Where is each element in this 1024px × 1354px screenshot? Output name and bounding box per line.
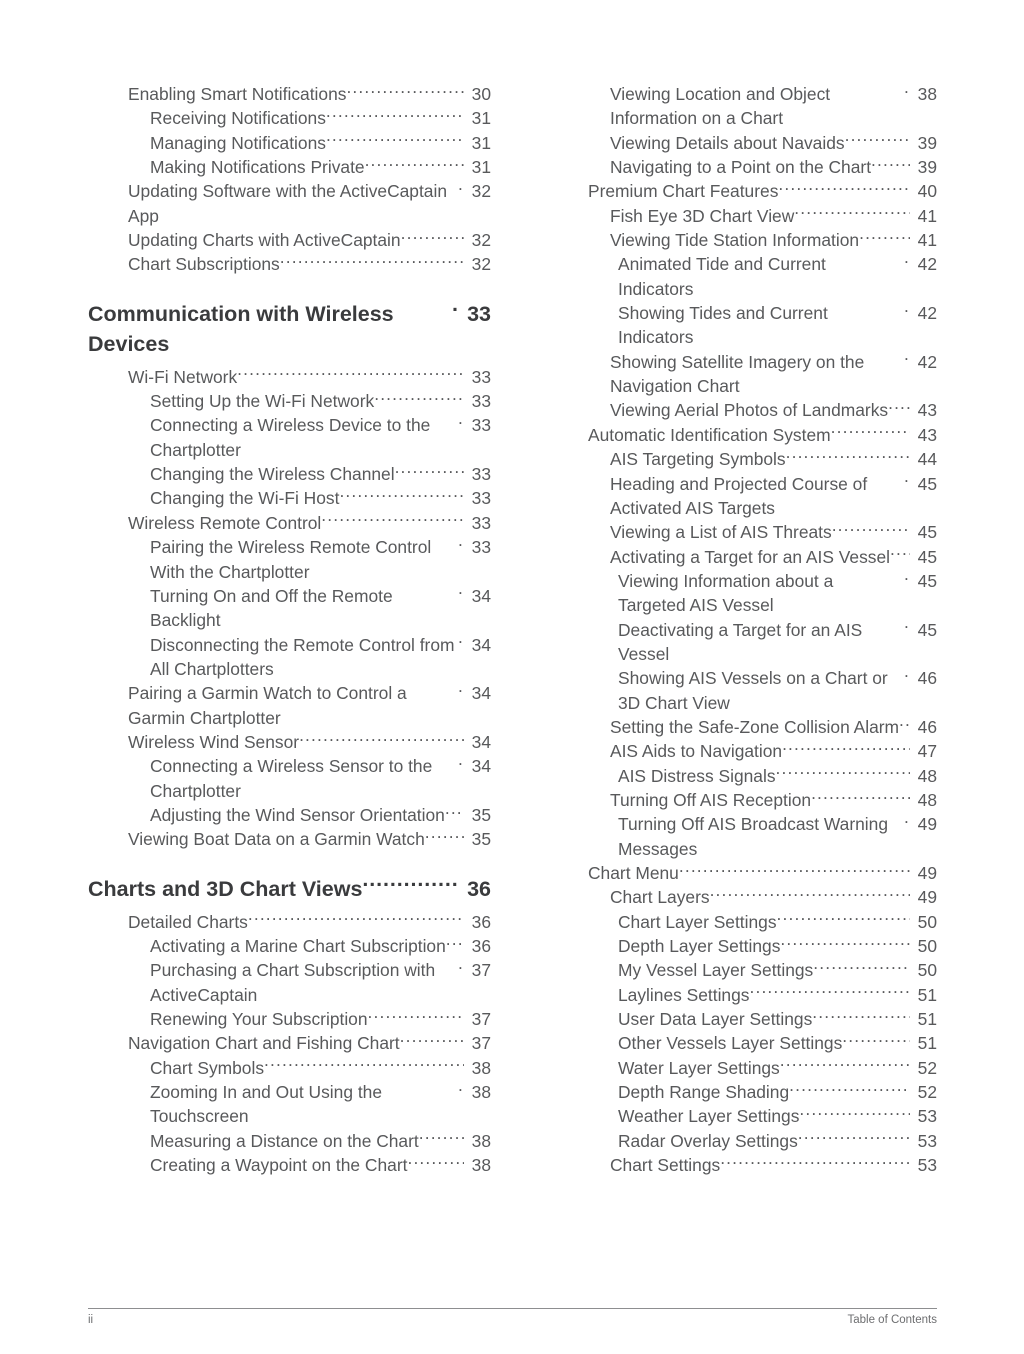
- toc-entry[interactable]: [534, 934, 937, 958]
- toc-entry[interactable]: [534, 520, 937, 544]
- toc-entry-title-automatic-identification-system: Automatic Identification System: [588, 424, 831, 445]
- dot-leader: [904, 667, 910, 684]
- toc-entry-page-number: 34: [471, 585, 491, 606]
- toc-entry-page-number: 38: [917, 84, 937, 104]
- toc-entry-title-chart-menu: Chart Menu: [588, 863, 679, 883]
- toc-entry-title-viewing-a-list-of-ais-threats: Viewing a List of AIS Threats: [610, 522, 832, 543]
- toc-entry[interactable]: [88, 584, 491, 633]
- toc-entry-page-number: 45: [917, 473, 937, 494]
- toc-entry-page-number: 39: [917, 132, 937, 153]
- dot-leader: [401, 229, 464, 246]
- toc-entry-title-fish-eye-3d-chart-view: Fish Eye 3D Chart View: [610, 205, 795, 226]
- toc-entry[interactable]: [534, 1007, 937, 1031]
- toc-entry-page-number: 38: [471, 1082, 491, 1103]
- toc-entry-title-managing-notifications: Managing Notifications: [150, 132, 326, 153]
- toc-entry-title-other-vessels-layer-settings: Other Vessels Layer Settings: [618, 1033, 843, 1054]
- dot-leader: [904, 83, 910, 100]
- toc-entry[interactable]: [88, 633, 491, 682]
- toc-entry-title-user-data-layer-settings: User Data Layer Settings: [618, 1009, 813, 1030]
- toc-entry-page-number: 53: [917, 1155, 937, 1176]
- dot-leader: [395, 463, 464, 480]
- toc-entry-page-number: 31: [471, 157, 491, 178]
- toc-entry-page-number: 46: [917, 716, 937, 737]
- toc-entry-title-ais-aids-to-navigation: AIS Aids to Navigation: [610, 741, 783, 762]
- toc-entry[interactable]: [88, 958, 491, 1007]
- toc-entry[interactable]: [534, 910, 937, 934]
- dot-leader: [782, 740, 910, 757]
- dot-leader: [321, 511, 464, 528]
- toc-entry[interactable]: [88, 1031, 491, 1055]
- dot-leader: [904, 569, 910, 586]
- dot-leader: [780, 935, 910, 952]
- toc-entry[interactable]: [88, 155, 491, 179]
- toc-entry-page-number: 42: [917, 303, 937, 324]
- toc-entry-title-detailed-charts: Detailed Charts: [128, 911, 248, 932]
- toc-entry[interactable]: [534, 812, 937, 861]
- toc-entry[interactable]: [534, 861, 937, 885]
- toc-entry[interactable]: [534, 82, 937, 131]
- toc-entry-page-number: 36: [471, 935, 491, 956]
- dot-leader: [799, 1105, 910, 1122]
- toc-entry-title-chart-subscriptions: Chart Subscriptions: [128, 254, 280, 275]
- toc-entry-page-number: 38: [471, 1155, 491, 1176]
- dot-leader: [374, 390, 464, 407]
- dot-leader: [904, 618, 910, 635]
- toc-entry-page-number: 48: [917, 789, 937, 810]
- dot-leader: [710, 886, 910, 903]
- dot-leader: [749, 983, 910, 1000]
- toc-entry[interactable]: [534, 958, 937, 982]
- toc-entry[interactable]: [534, 398, 937, 422]
- dot-leader: [362, 874, 458, 896]
- toc-entry-title-setting-up-the-wi-fi-network: Setting Up the Wi-Fi Network: [150, 391, 375, 412]
- toc-entry-title-updating-charts-with-activecaptain: Updating Charts with ActiveCaptain: [128, 230, 401, 251]
- toc-columns: [88, 82, 937, 1177]
- dot-leader: [458, 414, 464, 431]
- toc-entry-title-viewing-boat-data-on-a-garmin-watch: Viewing Boat Data on a Garmin Watch: [128, 829, 425, 850]
- toc-entry-page-number: 32: [471, 254, 491, 275]
- toc-entry[interactable]: [534, 983, 937, 1007]
- toc-entry-page-number: 34: [471, 683, 491, 704]
- toc-entry-title-viewing-details-about-navaids: Viewing Details about Navaids: [610, 132, 845, 153]
- toc-entry-page-number: 32: [471, 181, 491, 202]
- dot-leader: [832, 521, 910, 538]
- toc-entry-title-depth-layer-settings: Depth Layer Settings: [618, 936, 781, 957]
- toc-entry[interactable]: [88, 511, 491, 535]
- toc-entry-title-pairing-a-garmin-watch-to-control-a-garmin-chart: Pairing a Garmin Watch to Control a Garmin Chartplotter: [128, 683, 407, 728]
- toc-entry[interactable]: [88, 252, 491, 276]
- toc-entry-page-number: 53: [917, 1130, 937, 1151]
- toc-entry[interactable]: [88, 754, 491, 803]
- toc-entry-title-disconnecting-the-remote-control-from-all-chartp: Disconnecting the Remote Control from All Chartplotters: [150, 634, 455, 679]
- page-number: ii: [88, 1314, 94, 1326]
- dot-leader: [776, 764, 910, 781]
- toc-entry-page-number: 37: [471, 1009, 491, 1029]
- toc-entry-title-activating-a-target-for-an-ais-vessel: Activating a Target for an AIS Vessel: [610, 546, 891, 567]
- dot-leader: [458, 536, 464, 553]
- toc-entry[interactable]: [534, 666, 937, 715]
- toc-entry-title-my-vessel-layer-settings: My Vessel Layer Settings: [618, 960, 814, 981]
- dot-leader: [446, 935, 464, 952]
- dot-leader: [845, 131, 910, 148]
- dot-leader: [890, 545, 910, 562]
- toc-entry[interactable]: [88, 462, 491, 486]
- dot-leader: [419, 1129, 464, 1146]
- toc-entry-page-number: 42: [917, 254, 937, 275]
- toc-entry-page-number: 33: [471, 537, 491, 558]
- footer-divider: [88, 1308, 937, 1309]
- toc-entry-title-turning-off-ais-broadcast-warning-messages: Turning Off AIS Broadcast Warning Messages: [618, 814, 889, 859]
- dot-leader: [326, 107, 464, 124]
- dot-leader: [786, 448, 910, 465]
- toc-entry[interactable]: [534, 179, 937, 203]
- toc-entry-title-making-notifications-private: Making Notifications Private: [150, 157, 365, 178]
- toc-entry[interactable]: [534, 618, 937, 667]
- toc-entry-page-number: 34: [471, 756, 491, 777]
- toc-entry[interactable]: [534, 788, 937, 812]
- toc-entry[interactable]: [88, 803, 491, 827]
- footer-row: [88, 1314, 937, 1326]
- toc-entry[interactable]: [88, 389, 491, 413]
- toc-entry-page-number: 45: [917, 619, 937, 640]
- toc-entry-title-renewing-your-subscription: Renewing Your Subscription: [150, 1009, 368, 1029]
- toc-entry-page-number: 49: [917, 863, 937, 883]
- toc-entry-page-number: 38: [471, 1130, 491, 1151]
- toc-entry-title-navigation-chart-and-fishing-chart: Navigation Chart and Fishing Chart: [128, 1033, 400, 1054]
- dot-leader: [778, 180, 910, 197]
- toc-entry[interactable]: [534, 228, 937, 252]
- dot-leader: [458, 584, 464, 601]
- toc-entry-page-number: 43: [917, 400, 937, 421]
- dot-leader: [237, 365, 464, 382]
- toc-entry-title-wireless-wind-sensor: Wireless Wind Sensor: [128, 731, 300, 752]
- dot-leader: [813, 959, 910, 976]
- toc-entry[interactable]: [534, 764, 937, 788]
- toc-column-left: [88, 82, 491, 1177]
- toc-entry-title-changing-the-wireless-channel: Changing the Wireless Channel: [150, 464, 395, 485]
- toc-entry-page-number: 33: [467, 301, 491, 326]
- dot-leader: [452, 299, 458, 321]
- toc-entry[interactable]: [88, 1056, 491, 1080]
- toc-entry-title-purchasing-a-chart-subscription-with-activecapta: Purchasing a Chart Subscription with ActiveCaptain: [150, 960, 436, 1005]
- toc-section-heading[interactable]: [88, 874, 491, 904]
- toc-entry-title-turning-off-ais-reception: Turning Off AIS Reception: [610, 789, 812, 810]
- dot-leader: [458, 180, 464, 197]
- dot-leader: [811, 789, 910, 806]
- dot-leader: [679, 862, 910, 879]
- toc-entry[interactable]: [534, 252, 937, 301]
- toc-entry-page-number: 33: [471, 415, 491, 436]
- toc-entry-title-laylines-settings: Laylines Settings: [618, 984, 750, 1005]
- heading-spacer: [88, 277, 491, 299]
- toc-entry-title-chart-symbols: Chart Symbols: [150, 1057, 265, 1078]
- heading-spacer: [88, 852, 491, 874]
- toc-entry[interactable]: [534, 545, 937, 569]
- toc-entry[interactable]: [88, 1153, 491, 1177]
- toc-entry-title-showing-satellite-imagery-on-the-navigation-char: Showing Satellite Imagery on the Navigation Chart: [610, 351, 865, 397]
- toc-entry-page-number: 49: [917, 814, 937, 835]
- dot-leader: [445, 804, 464, 821]
- toc-entry-page-number: 48: [917, 765, 937, 786]
- toc-entry-page-number: 45: [917, 570, 937, 591]
- toc-entry[interactable]: [88, 535, 491, 584]
- toc-entry[interactable]: [534, 204, 937, 228]
- toc-entry-page-number: 42: [917, 351, 937, 372]
- dot-leader: [264, 1056, 464, 1073]
- dot-leader: [794, 204, 910, 221]
- toc-entry[interactable]: [88, 681, 491, 730]
- page-footer: [88, 1308, 937, 1326]
- toc-entry-title-heading-and-projected-course-of-activated-ais-ta: Heading and Projected Course of Activated AIS Targets: [610, 473, 868, 518]
- toc-entry[interactable]: [88, 365, 491, 389]
- toc-entry[interactable]: [534, 301, 937, 350]
- toc-entry-title-viewing-location-and-object-information-on-a-cha: Viewing Location and Object Information on a Chart: [610, 84, 831, 129]
- toc-entry[interactable]: [88, 82, 491, 106]
- toc-entry-page-number: 39: [917, 157, 937, 178]
- dot-leader: [299, 731, 464, 748]
- toc-entry-page-number: 37: [471, 960, 491, 981]
- toc-entry-title-animated-tide-and-current-indicators: Animated Tide and Current Indicators: [618, 254, 826, 299]
- toc-entry[interactable]: [534, 1080, 937, 1104]
- dot-leader: [904, 350, 910, 367]
- toc-section-heading[interactable]: [88, 299, 491, 359]
- toc-entry-page-number: 51: [917, 984, 937, 1005]
- toc-entry-page-number: 51: [917, 1009, 937, 1030]
- toc-entry-title-viewing-information-about-a-targeted-ais-vessel: Viewing Information about a Targeted AIS Vessel: [618, 570, 834, 616]
- toc-entry[interactable]: [534, 1153, 937, 1177]
- dot-leader: [780, 1056, 910, 1073]
- footer-section-title: Table of Contents: [847, 1314, 937, 1326]
- dot-leader: [346, 83, 464, 100]
- toc-entry[interactable]: [88, 413, 491, 462]
- dot-leader: [812, 1008, 910, 1025]
- toc-entry-title-connecting-a-wireless-device-to-the-chartplotter: Connecting a Wireless Device to the Chartplotter: [150, 415, 431, 460]
- toc-entry-page-number: 50: [917, 936, 937, 957]
- toc-entry-page-number: 46: [917, 668, 937, 689]
- toc-entry-title-water-layer-settings: Water Layer Settings: [618, 1057, 780, 1078]
- toc-entry-page-number: 41: [917, 205, 937, 226]
- toc-column-right: [534, 82, 937, 1177]
- toc-entry-page-number: 36: [471, 911, 491, 932]
- toc-entry-title-weather-layer-settings: Weather Layer Settings: [618, 1106, 800, 1127]
- toc-entry-page-number: 51: [917, 1033, 937, 1054]
- toc-entry-title-chart-layers: Chart Layers: [610, 887, 710, 908]
- toc-entry-page-number: 30: [471, 84, 491, 104]
- toc-entry[interactable]: [88, 486, 491, 510]
- toc-entry[interactable]: [534, 472, 937, 521]
- dot-leader: [871, 156, 910, 173]
- toc-entry-title-adjusting-the-wind-sensor-orientation: Adjusting the Wind Sensor Orientation: [150, 804, 445, 825]
- toc-entry-title-viewing-aerial-photos-of-landmarks: Viewing Aerial Photos of Landmarks: [610, 400, 889, 421]
- toc-entry[interactable]: [534, 569, 937, 618]
- toc-entry[interactable]: [88, 131, 491, 155]
- dot-leader: [458, 633, 464, 650]
- toc-entry-page-number: 34: [471, 731, 491, 752]
- toc-entry-title-premium-chart-features: Premium Chart Features: [588, 181, 779, 202]
- toc-entry-page-number: 31: [471, 132, 491, 153]
- toc-entry-title-showing-ais-vessels-on-a-chart-or-3d-chart-view: Showing AIS Vessels on a Chart or 3D Chart View: [618, 668, 888, 713]
- toc-entry-title-depth-range-shading: Depth Range Shading: [618, 1082, 790, 1103]
- toc-entry[interactable]: [534, 739, 937, 763]
- dot-leader: [859, 229, 910, 246]
- dot-leader: [888, 399, 910, 416]
- toc-entry-page-number: 45: [917, 546, 937, 567]
- toc-entry-page-number: 45: [917, 522, 937, 543]
- toc-entry-title-enabling-smart-notifications: Enabling Smart Notifications: [128, 84, 347, 104]
- toc-entry-title-deactivating-a-target-for-an-ais-vessel: Deactivating a Target for an AIS Vessel: [618, 619, 863, 664]
- dot-leader: [831, 423, 910, 440]
- dot-leader: [425, 828, 464, 845]
- dot-leader: [400, 1032, 464, 1049]
- toc-entry[interactable]: [534, 423, 937, 447]
- toc-entry-title-chart-settings: Chart Settings: [610, 1155, 721, 1176]
- dot-leader: [904, 813, 910, 830]
- dot-leader: [904, 302, 910, 319]
- dot-leader: [339, 487, 464, 504]
- toc-entry-page-number: 32: [471, 230, 491, 251]
- toc-entry-page-number: 35: [471, 804, 491, 825]
- toc-entry[interactable]: [534, 1031, 937, 1055]
- dot-leader: [407, 1154, 464, 1171]
- dot-leader: [280, 253, 464, 270]
- toc-entry-title-connecting-a-wireless-sensor-to-the-chartplotter: Connecting a Wireless Sensor to the Chartplotter: [150, 756, 433, 801]
- toc-entry[interactable]: [88, 228, 491, 252]
- toc-entry-title-viewing-tide-station-information: Viewing Tide Station Information: [610, 230, 860, 251]
- toc-entry[interactable]: [534, 447, 937, 471]
- toc-entry[interactable]: [534, 131, 937, 155]
- toc-entry-page-number: 52: [917, 1057, 937, 1078]
- toc-entry-title-setting-the-safe-zone-collision-alarm: Setting the Safe-Zone Collision Alarm: [610, 716, 900, 737]
- toc-entry-page-number: 33: [471, 464, 491, 485]
- toc-entry-title-navigating-to-a-point-on-the-chart: Navigating to a Point on the Chart: [610, 157, 872, 178]
- toc-entry[interactable]: [534, 885, 937, 909]
- toc-entry-page-number: 43: [917, 424, 937, 445]
- toc-entry-title-pairing-the-wireless-remote-control-with-the-cha: Pairing the Wireless Remote Control With the Chartplotter: [150, 537, 432, 582]
- toc-entry[interactable]: [534, 1129, 937, 1153]
- toc-entry[interactable]: [88, 934, 491, 958]
- toc-entry-page-number: 47: [917, 741, 937, 762]
- dot-leader: [326, 131, 464, 148]
- dot-leader: [458, 755, 464, 772]
- toc-entry[interactable]: [88, 827, 491, 851]
- toc-entry-page-number: 34: [471, 634, 491, 655]
- dot-leader: [899, 716, 910, 733]
- toc-entry-title-zooming-in-and-out-using-the-touchscreen: Zooming In and Out Using the Touchscreen: [150, 1082, 383, 1127]
- toc-entry-page-number: 49: [917, 887, 937, 908]
- dot-leader: [777, 910, 910, 927]
- toc-entry-title-charts-and-3d-chart-views: Charts and 3D Chart Views: [88, 876, 363, 901]
- toc-entry-page-number: 33: [471, 366, 491, 387]
- toc-entry-title-wireless-remote-control: Wireless Remote Control: [128, 512, 322, 533]
- toc-entry-title-changing-the-wi-fi-host: Changing the Wi-Fi Host: [150, 488, 340, 509]
- dot-leader: [720, 1154, 910, 1171]
- toc-entry[interactable]: [88, 106, 491, 130]
- toc-entry[interactable]: [534, 1104, 937, 1128]
- dot-leader: [904, 472, 910, 489]
- toc-entry-page-number: 44: [917, 449, 937, 470]
- toc-entry-title-ais-distress-signals: AIS Distress Signals: [618, 765, 776, 786]
- toc-entry-page-number: 35: [471, 829, 491, 850]
- toc-entry-page-number: 52: [917, 1082, 937, 1103]
- toc-entry[interactable]: [88, 1080, 491, 1129]
- toc-entry[interactable]: [534, 1056, 937, 1080]
- dot-leader: [458, 682, 464, 699]
- toc-entry-page-number: 37: [471, 1033, 491, 1054]
- toc-entry-title-creating-a-waypoint-on-the-chart: Creating a Waypoint on the Chart: [150, 1155, 408, 1176]
- toc-entry-page-number: 31: [471, 108, 491, 129]
- toc-entry-title-turning-on-and-off-the-remote-backlight: Turning On and Off the Remote Backlight: [150, 585, 393, 631]
- toc-entry-title-ais-targeting-symbols: AIS Targeting Symbols: [610, 449, 786, 470]
- toc-entry[interactable]: [88, 730, 491, 754]
- toc-entry-title-showing-tides-and-current-indicators: Showing Tides and Current Indicators: [618, 303, 828, 348]
- toc-entry-page-number: 33: [471, 391, 491, 412]
- toc-entry-title-activating-a-marine-chart-subscription: Activating a Marine Chart Subscription: [150, 935, 446, 956]
- toc-entry[interactable]: [534, 155, 937, 179]
- dot-leader: [842, 1032, 910, 1049]
- toc-entry[interactable]: [534, 715, 937, 739]
- dot-leader: [458, 959, 464, 976]
- dot-leader: [368, 1008, 464, 1025]
- toc-entry-title-chart-layer-settings: Chart Layer Settings: [618, 911, 777, 932]
- toc-entry-page-number: 33: [471, 488, 491, 509]
- dot-leader: [248, 910, 464, 927]
- toc-entry-page-number: 50: [917, 911, 937, 932]
- toc-entry-title-measuring-a-distance-on-the-chart: Measuring a Distance on the Chart: [150, 1130, 419, 1151]
- toc-entry-title-updating-software-with-the-activecaptain-app: Updating Software with the ActiveCaptain App: [128, 181, 448, 226]
- toc-entry-page-number: 53: [917, 1106, 937, 1127]
- toc-entry-page-number: 50: [917, 960, 937, 981]
- toc-entry-page-number: 36: [467, 876, 491, 901]
- toc-entry-page-number: 41: [917, 230, 937, 251]
- toc-entry-title-wi-fi-network: Wi-Fi Network: [128, 366, 238, 387]
- dot-leader: [789, 1081, 910, 1098]
- toc-entry[interactable]: [534, 350, 937, 399]
- toc-entry[interactable]: [88, 1129, 491, 1153]
- toc-entry[interactable]: [88, 910, 491, 934]
- toc-entry[interactable]: [88, 179, 491, 228]
- dot-leader: [365, 156, 464, 173]
- toc-entry-page-number: 40: [917, 181, 937, 202]
- toc-entry-page-number: 33: [471, 512, 491, 533]
- dot-leader: [798, 1129, 910, 1146]
- toc-entry[interactable]: [88, 1007, 491, 1031]
- dot-leader: [904, 253, 910, 270]
- toc-entry-page-number: 38: [471, 1057, 491, 1078]
- toc-entry-title-receiving-notifications: Receiving Notifications: [150, 108, 326, 129]
- toc-entry-title-radar-overlay-settings: Radar Overlay Settings: [618, 1130, 798, 1151]
- dot-leader: [458, 1081, 464, 1098]
- toc-entry-title-communication-with-wireless-devices: Communication with Wireless Devices: [88, 301, 394, 356]
